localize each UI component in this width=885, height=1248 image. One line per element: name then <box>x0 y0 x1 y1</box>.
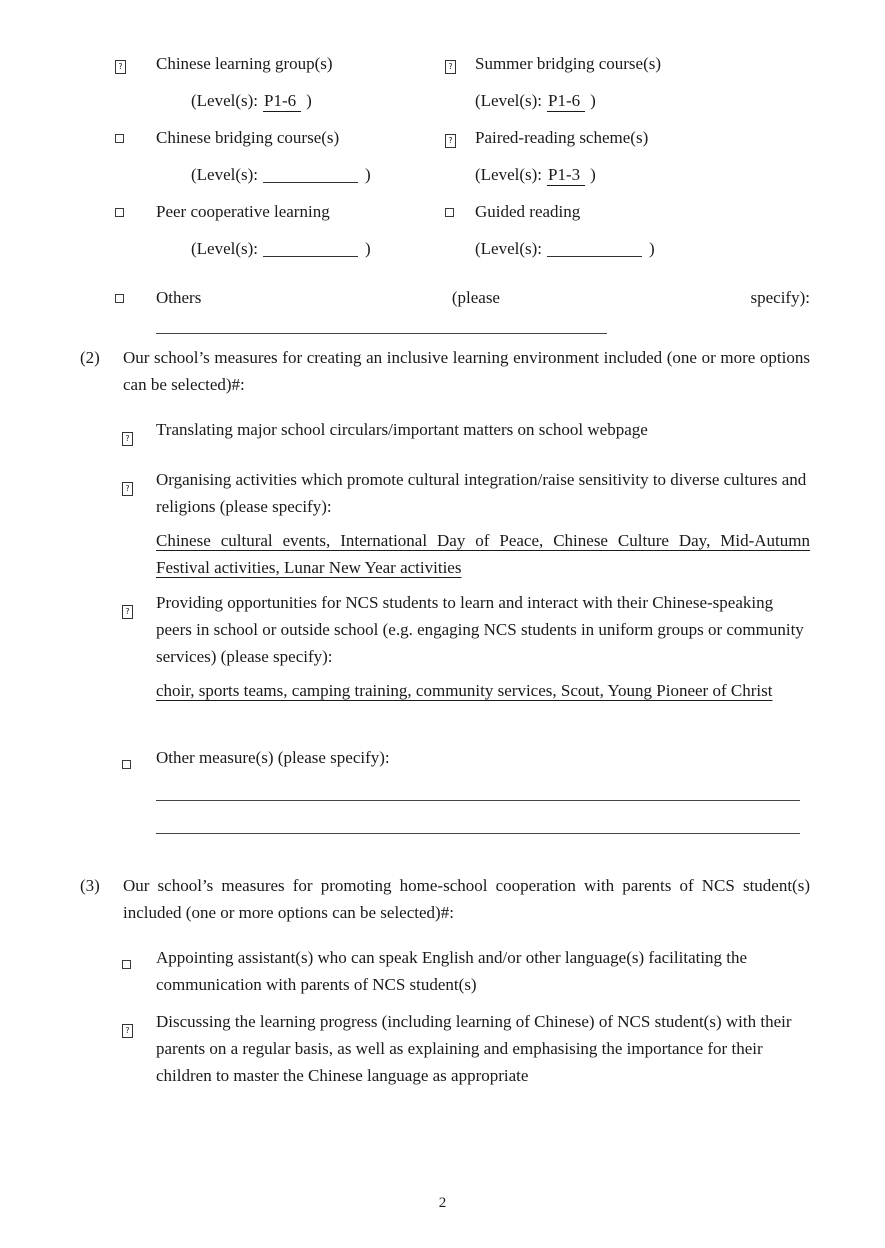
list-item <box>80 944 810 998</box>
list-item <box>80 416 810 449</box>
checkbox-checked-icon[interactable]: ? <box>445 134 456 148</box>
checkbox-unchecked-icon[interactable] <box>115 208 124 217</box>
level-suffix: ) <box>590 91 596 110</box>
option-cell <box>445 193 810 267</box>
others-blank-field[interactable] <box>156 333 607 334</box>
option-cell <box>80 45 445 119</box>
checkbox-checked-icon[interactable]: ? <box>122 1024 133 1038</box>
level-value[interactable]: P1-6 <box>547 91 585 112</box>
level-suffix: ) <box>590 165 596 184</box>
level-suffix: ) <box>365 165 371 184</box>
option-label: Chinese bridging course(s) <box>156 128 340 147</box>
checkbox-checked-icon[interactable]: ? <box>122 482 133 496</box>
list-item <box>80 589 810 704</box>
section-number: (3) <box>80 876 100 895</box>
list-item <box>80 466 810 581</box>
level-value[interactable]: P1-3 <box>547 165 585 186</box>
list-item <box>80 744 810 777</box>
level-suffix: ) <box>306 91 312 110</box>
level-prefix: (Level(s): <box>475 239 543 258</box>
checkbox-unchecked-icon[interactable] <box>445 208 454 217</box>
checkbox-unchecked-icon[interactable] <box>115 294 124 303</box>
section-heading: Our school’s measures for creating an inclusive learning environment included (one or more options can be selected)#: <box>123 348 810 394</box>
others-label: specify): <box>750 288 810 307</box>
level-blank-field[interactable] <box>547 244 642 257</box>
checkbox-unchecked-icon[interactable] <box>115 134 124 143</box>
option-label: Summer bridging course(s) <box>475 54 662 73</box>
level-blank-field[interactable] <box>263 244 358 257</box>
checkbox-checked-icon[interactable]: ? <box>122 432 133 446</box>
filled-answer[interactable]: Chinese cultural events, International Day of Peace, Chinese Culture Day, Mid-Autumn Festival activities, Lunar New Year activities <box>156 531 810 577</box>
level-prefix: (Level(s): <box>475 91 543 110</box>
level-suffix: ) <box>365 239 371 258</box>
blank-answer-field[interactable] <box>156 833 800 834</box>
option-cell <box>80 119 445 193</box>
blank-answer-field[interactable] <box>156 800 800 801</box>
section-3 <box>80 872 810 1089</box>
item-text: Appointing assistant(s) who can speak English and/or other language(s) facilitating the communication with parents of NCS student(s) <box>156 948 748 994</box>
option-label: Guided reading <box>475 202 581 221</box>
section-heading: Our school’s measures for promoting home-school cooperation with parents of NCS student(s) included (one or more options can be selected)#: <box>123 876 810 922</box>
option-grid <box>80 45 810 316</box>
filled-answer[interactable]: choir, sports teams, camping training, community services, Scout, Young Pioneer of Christ <box>156 681 773 700</box>
option-label: Chinese learning group(s) <box>156 54 333 73</box>
level-prefix: (Level(s): <box>191 91 259 110</box>
option-cell <box>445 119 810 193</box>
item-text: Providing opportunities for NCS students to learn and interact with their Chinese-speaking peers in school or outside school (e.g. engaging NCS students in uniform groups or community services) (please specify): <box>156 593 804 666</box>
others-option <box>80 279 810 316</box>
level-prefix: (Level(s): <box>191 165 259 184</box>
item-text: Other measure(s) (please specify): <box>156 748 390 767</box>
item-text: Discussing the learning progress (including learning of Chinese) of NCS student(s) with their parents on a regular basis, as well as explaining and emphasising the importance for their children to master the Chinese language as appropriate <box>156 1012 792 1085</box>
others-label: Others <box>156 288 202 307</box>
others-label: (please <box>451 288 500 307</box>
item-text: Organising activities which promote cultural integration/raise sensitivity to diverse cultures and religions (please specify): <box>156 470 807 516</box>
option-label: Paired-reading scheme(s) <box>475 128 649 147</box>
level-suffix: ) <box>649 239 655 258</box>
page-number: 2 <box>438 1195 447 1211</box>
level-value[interactable]: P1-6 <box>263 91 301 112</box>
option-cell <box>80 193 445 267</box>
section-2 <box>80 344 810 834</box>
level-prefix: (Level(s): <box>475 165 543 184</box>
item-text: Translating major school circulars/important matters on school webpage <box>156 420 648 439</box>
level-blank-field[interactable] <box>263 170 358 183</box>
checkbox-unchecked-icon[interactable] <box>122 960 131 969</box>
checkbox-unchecked-icon[interactable] <box>122 760 131 769</box>
level-prefix: (Level(s): <box>191 239 259 258</box>
checkbox-checked-icon[interactable]: ? <box>115 60 126 74</box>
option-cell <box>445 45 810 119</box>
option-label: Peer cooperative learning <box>156 202 330 221</box>
list-item <box>80 1008 810 1089</box>
section-number: (2) <box>80 348 100 367</box>
page-content <box>80 0 810 1089</box>
checkbox-checked-icon[interactable]: ? <box>122 605 133 619</box>
checkbox-checked-icon[interactable]: ? <box>445 60 456 74</box>
